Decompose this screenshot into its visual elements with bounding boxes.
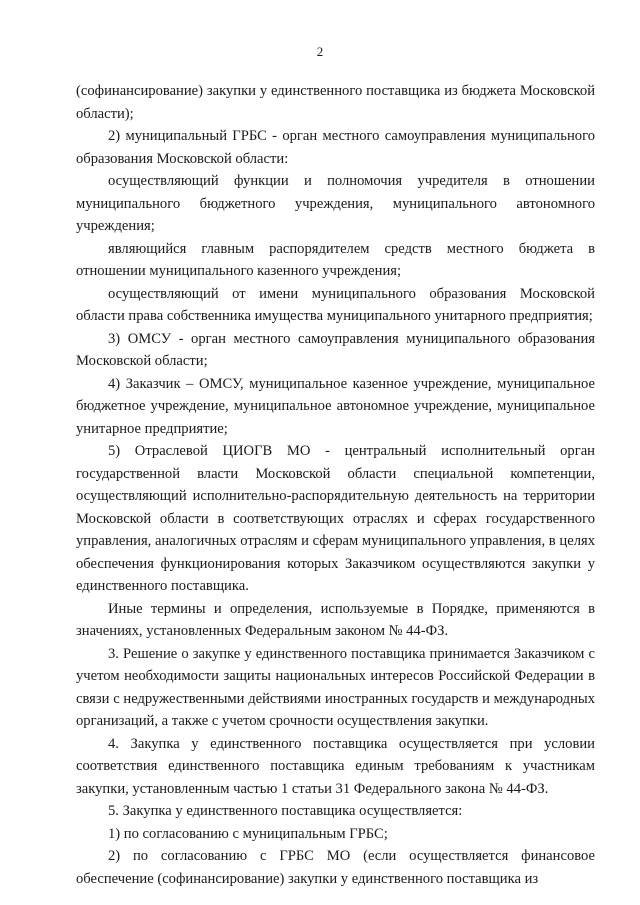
paragraph: 2) по согласованию с ГРБС МО (если осуществляется финансовое обеспечение (софинансирование) закупки у единственного поставщика из	[76, 848, 595, 887]
paragraph: (софинансирование) закупки у единственного поставщика из бюджета Московской области);	[76, 83, 595, 122]
paragraph: являющийся главным распорядителем средств местного бюджета в отношении муниципального казенного учреждения;	[76, 240, 595, 279]
paragraph: Иные термины и определения, используемые в Порядке, применяются в значениях, установленных Федеральным законом № 44-ФЗ.	[76, 600, 595, 639]
paragraph: 3) ОМСУ - орган местного самоуправления муниципального образования Московской области;	[76, 330, 595, 369]
paragraph: осуществляющий функции и полномочия учредителя в отношении муниципального бюджетного учреждения, муниципального автономного учреждения;	[76, 173, 595, 234]
document-body	[76, 80, 595, 890]
paragraph: 5) Отраслевой ЦИОГВ МО - центральный исполнительный орган государственной власти Московской области специальной компетенции, осуществляющий исполнительно-распорядительную деятельность на территории Московской области в соответствующих отраслях и сферах государственного управления, аналогичных отраслям и сферам муниципального управления, в целях обеспечения функционирования которых Заказчиком осуществляются закупки у единственного поставщика.	[76, 443, 595, 594]
paragraph: 5. Закупка у единственного поставщика осуществляется:	[108, 803, 463, 819]
page-number: 2	[316, 44, 324, 59]
paragraph: 1) по согласованию с муниципальным ГРБС;	[108, 825, 388, 842]
paragraph: 4) Заказчик – ОМСУ, муниципальное казенное учреждение, муниципальное бюджетное учреждение, муниципальное автономное учреждение, муниципальное унитарное предприятие;	[76, 375, 595, 437]
paragraph: 4. Закупка у единственного поставщика осуществляется при условии соответствия единственного поставщика единым требованиям к участникам закупки, установленным частью 1 статьи 31 Федерального закона № 44-ФЗ.	[76, 735, 595, 797]
paragraph: 3. Решение о закупке у единственного поставщика принимается Заказчиком с учетом необходимости защиты национальных интересов Российской Федерации в связи с недружественными действиями иностранных государств и международных организаций, а также с учетом срочности осуществления закупки.	[76, 645, 595, 729]
paragraph: 2) муниципальный ГРБС - орган местного самоуправления муниципального образования Московской области:	[76, 128, 595, 167]
paragraph: осуществляющий от имени муниципального образования Московской области права собственника имущества муниципального унитарного предприятия;	[76, 285, 595, 324]
